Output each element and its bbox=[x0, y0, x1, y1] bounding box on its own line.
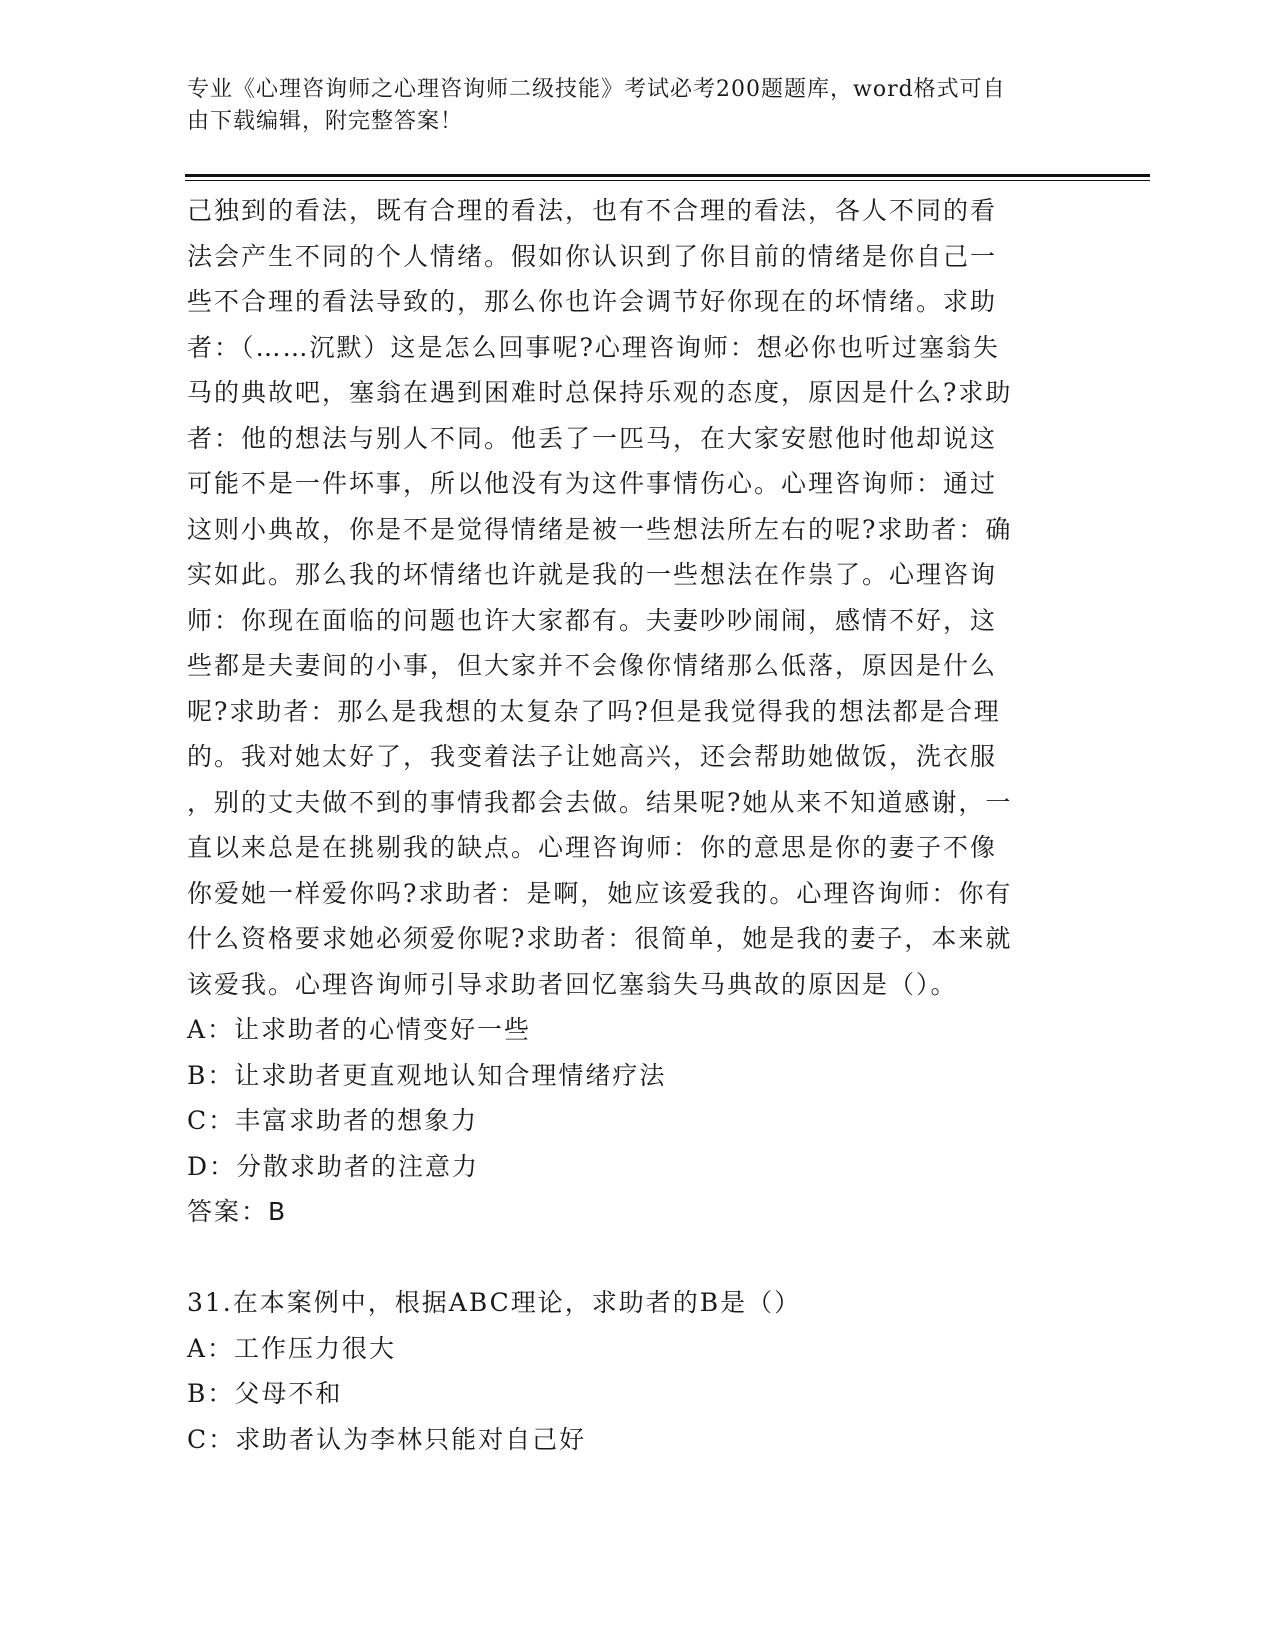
header-divider-thin bbox=[185, 180, 1150, 181]
option-d: D：分散求助者的注意力 bbox=[187, 1151, 480, 1181]
question-text: 31.在本案例中，根据ABC理论，求助者的B是（） bbox=[187, 1288, 802, 1317]
header-line: 由下载编辑，附完整答案！ bbox=[187, 109, 464, 134]
answer-key: 答案：B bbox=[187, 1197, 288, 1226]
passage-line: 法会产生不同的个人情绪。假如你认识到了你目前的情绪是你自己一 bbox=[187, 241, 998, 271]
question-30-options bbox=[187, 1007, 1087, 1235]
header-divider-thick bbox=[185, 174, 1150, 177]
option-c: C：求助者认为李林只能对自己好 bbox=[187, 1424, 587, 1454]
option-b: B：让求助者更直观地认知合理情绪疗法 bbox=[187, 1060, 667, 1090]
passage-line: 马的典故吧，塞翁在遇到困难时总保持乐观的态度，原因是什么?求助 bbox=[187, 378, 1013, 407]
option-a: A：工作压力很大 bbox=[187, 1333, 397, 1363]
passage-line: 些都是夫妻间的小事，但大家并不会像你情绪那么低落，原因是什么 bbox=[187, 651, 998, 680]
passage-line: 者：他的想法与别人不同。他丢了一匹马，在大家安慰他时他却说这 bbox=[187, 423, 998, 453]
passage-line: 实如此。那么我的坏情绪也许就是我的一些想法在作祟了。心理咨询 bbox=[187, 560, 998, 589]
option-c: C：丰富求助者的想象力 bbox=[187, 1106, 479, 1135]
passage-line: ，别的丈夫做不到的事情我都会去做。结果呢?她从来不知道感谢，一 bbox=[187, 787, 1013, 817]
passage-line: 这则小典故，你是不是觉得情绪是被一些想法所左右的呢?求助者：确 bbox=[187, 514, 1013, 544]
case-passage bbox=[187, 188, 1087, 1007]
document-body bbox=[187, 188, 1087, 1462]
passage-line: 你爱她一样爱你吗?求助者：是啊，她应该爱我的。心理咨询师：你有 bbox=[187, 878, 1013, 908]
spacer bbox=[187, 1235, 1087, 1281]
document-header bbox=[187, 74, 1067, 138]
passage-line: 该爱我。心理咨询师引导求助者回忆塞翁失马典故的原因是（）。 bbox=[187, 969, 958, 999]
passage-line: 什么资格要求她必须爱你呢?求助者：很简单，她是我的妻子，本来就 bbox=[187, 924, 1013, 953]
passage-line: 可能不是一件坏事，所以他没有为这件事情伤心。心理咨询师：通过 bbox=[187, 469, 998, 498]
header-line: 专业《心理咨询师之心理咨询师二级技能》考试必考200题题库，word格式可自 bbox=[187, 77, 1006, 102]
passage-line: 直以来总是在挑剔我的缺点。心理咨询师：你的意思是你的妻子不像 bbox=[187, 833, 998, 862]
passage-line: 呢?求助者：那么是我想的太复杂了吗?但是我觉得我的想法都是合理 bbox=[187, 696, 1001, 726]
passage-line: 者：（……沉默）这是怎么回事呢?心理咨询师：想必你也听过塞翁失 bbox=[187, 332, 1000, 362]
passage-line: 的。我对她太好了，我变着法子让她高兴，还会帮助她做饭，洗衣服 bbox=[187, 742, 998, 771]
option-a: A：让求助者的心情变好一些 bbox=[187, 1015, 532, 1044]
question-31 bbox=[187, 1280, 1087, 1462]
passage-line: 师：你现在面临的问题也许大家都有。夫妻吵吵闹闹，感情不好，这 bbox=[187, 605, 998, 635]
passage-line: 些不合理的看法导致的，那么你也许会调节好你现在的坏情绪。求助 bbox=[187, 287, 998, 316]
passage-line: 己独到的看法，既有合理的看法，也有不合理的看法，各人不同的看 bbox=[187, 196, 998, 225]
option-b: B：父母不和 bbox=[187, 1379, 343, 1408]
